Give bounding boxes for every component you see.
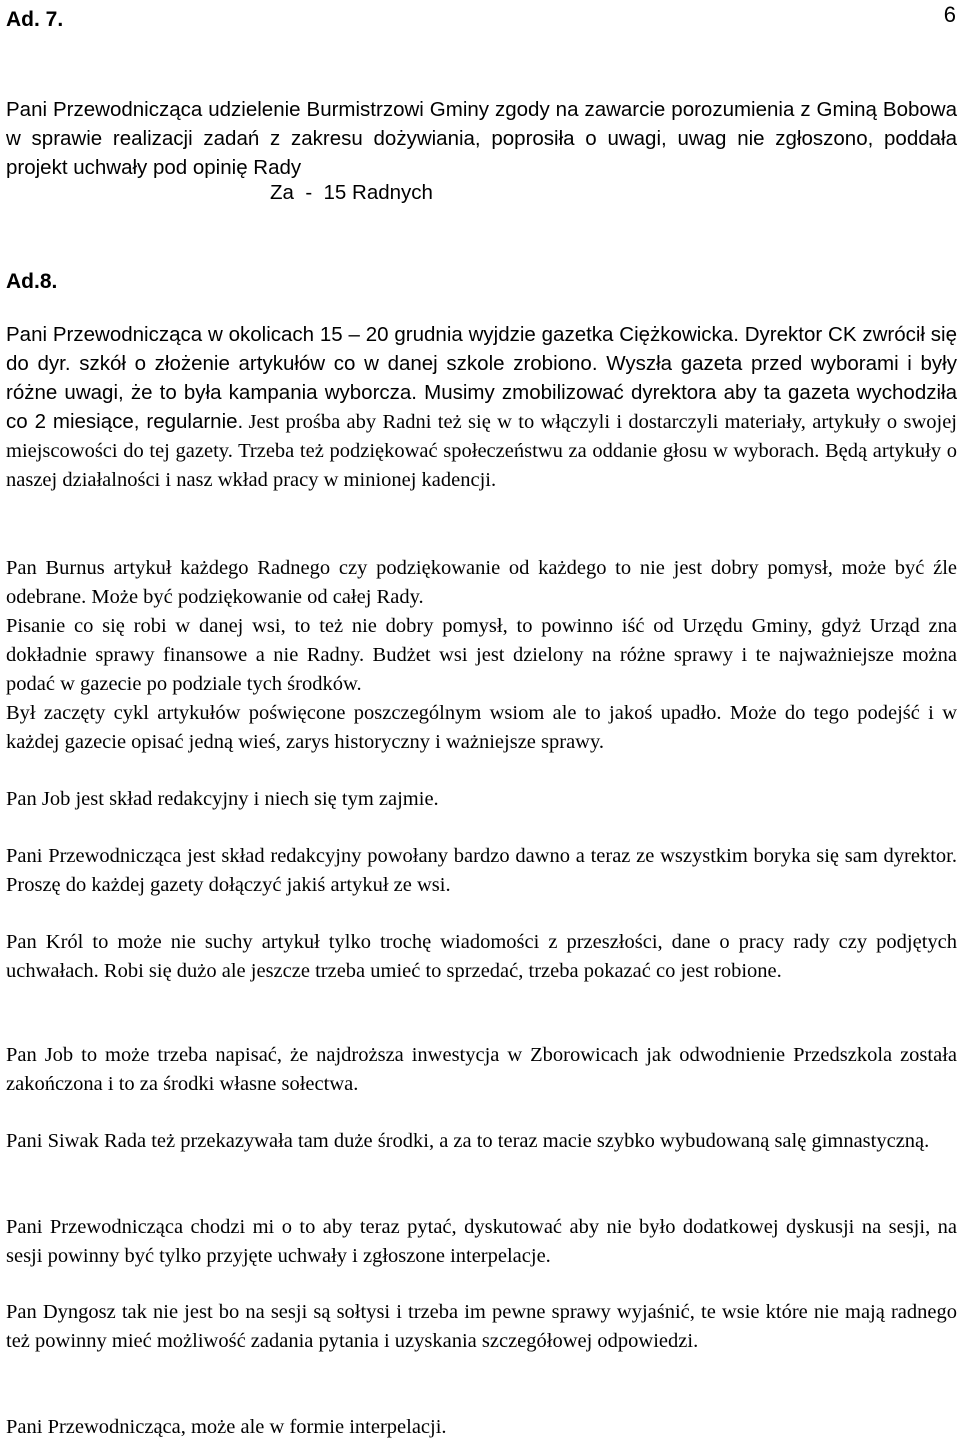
ad7-paragraph: Pani Przewodnicząca udzielenie Burmistrzowi Gminy zgody na zawarcie porozumienia z Gminą Bobowa w sprawie realizacji zadań z zakresu dożywiania, poprosiła o uwagi, uwag nie zgłoszono, poddała projekt uchwały pod opinię Rady — [6, 98, 957, 179]
statement-przewodniczaca-1: Pani Przewodnicząca jest skład redakcyjny powołany bardzo dawno a teraz ze wszystkim boryka się sam dyrektor. Proszę do każdej gazety dołączyć jakiś artykuł ze wsi. — [6, 845, 957, 896]
statement-burnus: Pan Burnus artykuł każdego Radnego czy podziękowanie od każdego to nie jest dobry pomysł, może być źle odebrane. Może być podziękowanie od całej Rady. Pisanie co się robi w danej wsi, to też nie dobry pomysł, to powinno iść od Urzędu Gminy, gdyż Urząd zna dokładnie sprawy finansowe a nie Radny. Budżet wsi jest dzielony na różne sprawy i te najważniejsze można podać w gazecie po podziale tych środków. Był zaczęty cykl artykułów poświęcone poszczególnym wsiom ale to jakoś upadło. Może do tego podejść i w każdej gazecie opisać jedną wieś, zarys historyczny i ważniejsze sprawy. — [6, 557, 957, 753]
statement-job-2: Pan Job to może trzeba napisać, że najdroższa inwestycja w Zborowicach jak odwodnienie Przedszkola została zakończona i to za środki własne sołectwa. — [6, 1044, 957, 1095]
section-heading-ad8: Ad.8. — [6, 270, 58, 293]
ad8-paragraph — [6, 320, 957, 495]
statement-siwak: Pani Siwak Rada też przekazywała tam duże środki, a za to teraz macie szybko wybudowaną salę gimnastyczną. — [6, 1130, 930, 1152]
statement-job-1: Pan Job jest skład redakcyjny i niech się tym zajmie. — [6, 788, 439, 810]
ad8-paragraph-serif-part: Jest prośba aby Radni też się w to włączyli i dostarczyli materiały, artykuły o swojej miejscowości do tej gazety. Trzeba też podziękować społeczeństwu za oddanie głosu w wyborach. Będą artykuły o naszej działalności i nasz wkład pracy w minionej kadencji. — [6, 411, 958, 491]
statement-dyngosz: Pan Dyngosz tak nie jest bo na sesji są sołtysi i trzeba im pewne sprawy wyjaśnić, te wsie które nie mają radnego też powinny mieć możliwość zadania pytania i uzyskania szczegółowej odpowiedzi. — [6, 1301, 957, 1352]
section-heading-ad7: Ad. 7. — [6, 8, 64, 31]
statement-krol: Pan Król to może nie suchy artykuł tylko trochę wiadomości z przeszłości, dane o pracy rady czy podjętych uchwałach. Robi się dużo ale jeszcze trzeba umieć to sprzedać, trzeba pokazać co jest robione. — [6, 931, 957, 982]
statement-przewodniczaca-2: Pani Przewodnicząca chodzi mi o to aby teraz pytać, dyskutować aby nie było dodatkowej dyskusji na sesji, na sesji powinny być tylko przyjęte uchwały i zgłoszone interpelacje. — [6, 1216, 957, 1267]
vote-result: Za - 15 Radnych — [270, 181, 433, 204]
statement-przewodniczaca-3: Pani Przewodnicząca, może ale w formie interpelacji. — [6, 1416, 447, 1438]
page-number: 6 — [943, 2, 956, 27]
ad8-paragraph-sans-part: Pani Przewodnicząca w okolicach 15 – 20 grudnia wyjdzie gazetka Ciężkowicka. Dyrektor CK zwrócił się do dyr. szkół o złożenie artykułów co w danej szkole zrobiono. Wyszła gazeta przed wyborami i były różne uwagi, że to była kampania wyborcza. Musimy zmobilizować dyrektora aby ta gazeta wychodziła co 2 miesiące, regularnie. — [6, 323, 957, 433]
